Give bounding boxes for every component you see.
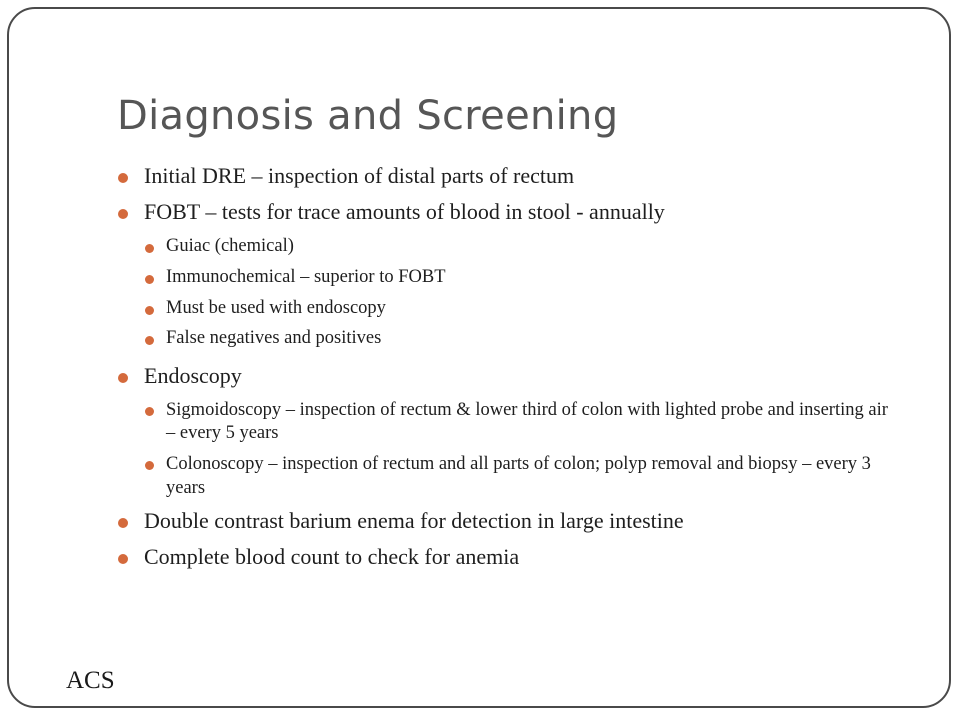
sub-bullet-item: Colonoscopy – inspection of rectum and all parts of colon; polyp removal and biopsy – every 3 years: [145, 453, 897, 499]
sub-bullet-item: Must be used with endoscopy: [145, 298, 897, 320]
sub-bullet-item: Sigmoidoscopy – inspection of rectum & lower third of colon with lighted probe and inserting air – every 5 years: [145, 399, 897, 445]
bullet-item: FOBT – tests for trace amounts of blood in stool - annually: [117, 199, 897, 225]
bullet-item: Complete blood count to check for anemia: [117, 544, 897, 570]
slide-frame: [7, 7, 951, 708]
sub-bullet-item: Immunochemical – superior to FOBT: [145, 267, 897, 289]
slide-title: Diagnosis and Screening: [117, 93, 619, 139]
footer-source: ACS: [66, 667, 115, 694]
bullet-list: [117, 163, 897, 580]
sub-bullet-item: Guiac (chemical): [145, 236, 897, 258]
bullet-item: Double contrast barium enema for detection in large intestine: [117, 508, 897, 534]
bullet-item: Endoscopy: [117, 363, 897, 389]
bullet-item: Initial DRE – inspection of distal parts of rectum: [117, 163, 897, 189]
sub-bullet-item: False negatives and positives: [145, 328, 897, 350]
